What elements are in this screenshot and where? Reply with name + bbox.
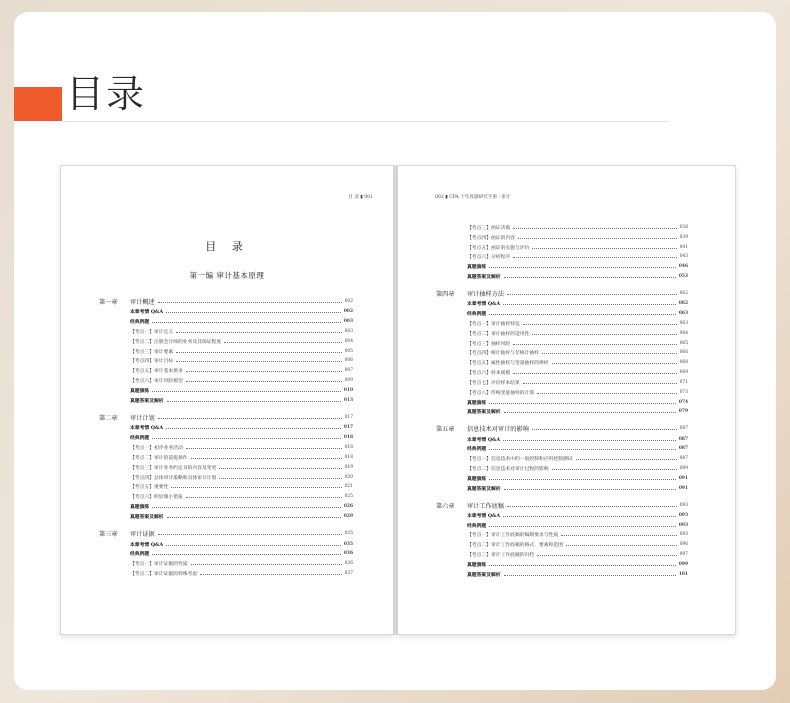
- leader-dots: [158, 418, 342, 419]
- toc-entry-label: 【考点一】审计证据的性质: [130, 562, 188, 568]
- toc-entry-label: 【考点五】函证的实施与评价: [467, 245, 530, 251]
- toc-page-number: 020: [344, 474, 353, 480]
- toc-page-number: 018: [343, 435, 353, 441]
- leader-dots: [513, 373, 676, 374]
- toc-page-number: 066: [679, 350, 688, 356]
- toc-page-number: 013: [343, 397, 353, 403]
- toc-page-number: 029: [343, 513, 353, 519]
- toc-entry[interactable]: [467, 272, 688, 281]
- leader-dots: [576, 459, 677, 460]
- toc-entry[interactable]: [130, 559, 353, 568]
- toc-page-number: 087: [678, 436, 688, 442]
- right-page: [397, 165, 736, 635]
- toc-entry-label: 审计概述: [130, 299, 155, 306]
- toc-entry-label: 审计计划: [130, 415, 155, 423]
- toc-chapter-entry[interactable]: [99, 529, 353, 538]
- chapter-number: 第五章: [436, 426, 455, 434]
- toc-entry[interactable]: [130, 569, 353, 578]
- toc-entry[interactable]: [467, 368, 688, 377]
- toc-entry[interactable]: [467, 319, 688, 328]
- toc-entry-label: 【考点四】总体审计策略和具体审计计划: [130, 475, 217, 481]
- toc-entry[interactable]: [467, 570, 688, 579]
- leader-dots: [542, 353, 677, 354]
- toc-entry[interactable]: [467, 550, 688, 559]
- toc-entry[interactable]: [467, 233, 688, 242]
- leader-dots: [523, 383, 677, 384]
- toc-page-number: 053: [678, 274, 688, 280]
- toc-entry[interactable]: [467, 407, 688, 416]
- toc-entry-label: 【考点二】审计工作底稿的格式、要素和范围: [467, 543, 563, 549]
- leader-dots: [158, 534, 342, 535]
- leader-dots: [507, 506, 676, 507]
- toc-entry-label: 真题演练: [130, 504, 150, 511]
- leader-dots: [489, 449, 676, 450]
- leader-dots: [176, 361, 341, 362]
- toc-entry[interactable]: [130, 327, 353, 336]
- toc-page-number: 036: [343, 551, 353, 557]
- toc-entry-label: 审计工作底稿: [467, 502, 505, 510]
- toc-entry[interactable]: [130, 307, 353, 316]
- toc-page-number: 089: [679, 466, 688, 472]
- toc-page-number: 003: [343, 319, 353, 325]
- leader-dots: [504, 489, 676, 490]
- toc-entry-label: 【考点一】信息技术中的一般控制和应用控制测试: [467, 457, 573, 463]
- leader-dots: [152, 322, 341, 323]
- toc-entry-label: 【考点二】信息技术对审计过程的影响: [467, 467, 549, 473]
- leader-dots: [537, 555, 676, 556]
- toc-entry-label: 真题演练: [467, 475, 487, 482]
- toc-entry-label: 【考点二】审计抽样的适用性: [467, 331, 530, 337]
- toc-page-number: 073: [679, 389, 688, 395]
- toc-entry[interactable]: [130, 549, 353, 558]
- toc-entry[interactable]: [130, 463, 353, 472]
- toc-entry[interactable]: [130, 317, 353, 326]
- toc-entry[interactable]: [467, 560, 688, 569]
- chapter-number: 第一章: [99, 299, 118, 306]
- toc-entry-label: 真题答案及解析: [467, 274, 501, 281]
- toc-entry-label: 真题答案及解析: [467, 571, 501, 578]
- toc-page-number: 064: [679, 330, 688, 336]
- toc-page-number: 010: [343, 387, 353, 393]
- toc-entry-label: 信息技术对审计的影响: [467, 426, 529, 434]
- toc-page-number: 093: [679, 502, 688, 508]
- toc-page-number: 074: [678, 399, 688, 405]
- toc-entry[interactable]: [467, 348, 688, 357]
- leader-dots: [513, 257, 676, 258]
- leader-dots: [513, 344, 676, 345]
- toc-entry[interactable]: [130, 337, 353, 346]
- leader-dots: [504, 575, 676, 576]
- leader-dots: [518, 238, 677, 239]
- toc-page-number: 087: [678, 446, 688, 452]
- leader-dots: [489, 526, 676, 527]
- toc-entry[interactable]: [467, 474, 688, 483]
- toc-entry-label: 【考点一】审计抽样特征: [467, 321, 520, 327]
- toc-page-number: 037: [344, 570, 353, 576]
- toc-entry[interactable]: [130, 386, 353, 395]
- toc-chapter-entry[interactable]: [436, 289, 688, 298]
- toc-page-number: 069: [679, 370, 688, 376]
- toc-entry-label: 本章考情 Q&A: [130, 309, 164, 316]
- toc-entry[interactable]: [467, 358, 688, 367]
- toc-page-number: 091: [678, 475, 688, 481]
- toc-entry-label: 【考点六】分析程序: [467, 255, 511, 261]
- toc-entry[interactable]: [467, 444, 688, 453]
- leader-dots: [200, 574, 341, 575]
- leader-dots: [191, 458, 342, 459]
- toc-page-number: 017: [344, 415, 353, 421]
- chapter-number: 第六章: [436, 502, 455, 510]
- toc-page-number: 097: [679, 552, 688, 558]
- heading-divider: [62, 121, 669, 122]
- left-page: [60, 165, 394, 635]
- toc-entry-label: 真题演练: [467, 561, 487, 568]
- toc-entry[interactable]: [467, 339, 688, 348]
- toc-page-number: 007: [344, 368, 353, 374]
- toc-page-number: 041: [679, 244, 688, 250]
- toc-page-number: 062: [678, 301, 688, 307]
- toc-entry[interactable]: [467, 252, 688, 261]
- toc-entry-label: 【考点二】审计证据的特殊考虑: [130, 571, 198, 577]
- leader-dots: [176, 332, 341, 333]
- toc-entry-label: 经典例题: [130, 435, 150, 442]
- toc-page-number: 093: [679, 532, 688, 538]
- chapter-number: 第四章: [436, 290, 455, 298]
- toc-page-number: 003: [344, 328, 353, 334]
- toc-entry-label: 【考点一】审计定义: [130, 329, 174, 335]
- toc-page-number: 026: [343, 504, 353, 510]
- toc-page-number: 018: [344, 454, 353, 460]
- toc-entry[interactable]: [467, 223, 688, 232]
- toc-chapter-entry[interactable]: [99, 297, 353, 306]
- toc-entry-label: 真题答案及解析: [130, 397, 164, 404]
- toc-entry-label: 【考点四】审计目标: [130, 359, 174, 365]
- toc-page-number: 087: [679, 426, 688, 432]
- toc-entry-label: 本章考情 Q&A: [130, 541, 164, 548]
- leader-dots: [503, 440, 676, 441]
- leader-dots: [166, 428, 341, 429]
- toc-entry[interactable]: [130, 433, 353, 442]
- toc-entry-label: 本章考情 Q&A: [467, 436, 501, 443]
- toc-page-number: 093: [678, 512, 688, 518]
- toc-entry[interactable]: [467, 329, 688, 338]
- toc-entry[interactable]: [467, 454, 688, 463]
- toc-page-number: 002: [344, 299, 353, 304]
- leader-dots: [507, 294, 676, 295]
- toc-entry[interactable]: [467, 262, 688, 271]
- toc-page-number: 025: [344, 494, 353, 500]
- toc-entry-label: 【考点五】审计基本要求: [130, 369, 183, 375]
- toc-entry-label: 真题演练: [130, 387, 150, 394]
- toc-entry-label: 真题演练: [467, 399, 487, 406]
- leader-dots: [186, 381, 342, 382]
- leader-dots: [504, 412, 676, 413]
- toc-entry[interactable]: [130, 396, 353, 405]
- toc-entry[interactable]: [467, 484, 688, 493]
- toc-entry[interactable]: [130, 473, 353, 482]
- leader-dots: [176, 352, 341, 353]
- toc-entry-label: 【考点三】审计工作底稿的归档: [467, 553, 535, 559]
- toc-entry[interactable]: [467, 309, 688, 318]
- toc-page-number: 002: [343, 309, 353, 315]
- leader-dots: [186, 497, 342, 498]
- leader-dots: [152, 391, 341, 392]
- toc-entry[interactable]: [467, 511, 688, 520]
- toc-entry[interactable]: [130, 512, 353, 521]
- leader-dots: [489, 565, 676, 566]
- chapter-number: 第三章: [99, 531, 118, 539]
- toc-entry-label: 审计证据: [130, 531, 155, 539]
- section-heading: 目录: [66, 72, 147, 116]
- toc-entry-label: 经典例题: [130, 551, 150, 558]
- toc-entry-label: 【考点六】明显微小错报: [130, 495, 183, 501]
- toc-page-number: 035: [344, 531, 353, 537]
- leader-dots: [152, 438, 341, 439]
- toc-entry-label: 真题答案及解析: [467, 409, 501, 416]
- leader-dots: [489, 314, 676, 315]
- leader-dots: [158, 302, 342, 303]
- toc-page-number: 018: [344, 445, 353, 451]
- left-running-head: 目 录 ▮ 001: [348, 195, 373, 200]
- toc-page-number: 009: [344, 378, 353, 384]
- leader-dots: [503, 516, 676, 517]
- leader-dots: [532, 248, 676, 249]
- toc-entry-label: 【考点二】审计的前提条件: [130, 455, 188, 461]
- leader-dots: [166, 545, 341, 546]
- toc-page-number: 091: [678, 485, 688, 491]
- leader-dots: [552, 469, 677, 470]
- toc-page-number: 005: [344, 348, 353, 354]
- leader-dots: [219, 468, 341, 469]
- toc-entry[interactable]: [467, 299, 688, 308]
- toc-entry-label: 【考点一】初步业务活动: [130, 446, 183, 452]
- toc-page-number: 071: [679, 379, 688, 385]
- book-spread: [60, 165, 736, 635]
- toc-entry-label: 真题答案及解析: [467, 485, 501, 492]
- toc-page-number: 006: [344, 358, 353, 364]
- toc-page-number: 038: [679, 225, 688, 230]
- toc-entry-label: 【考点五】重要性: [130, 485, 169, 491]
- toc-title: 目 录: [205, 240, 249, 253]
- leader-dots: [561, 535, 676, 536]
- toc-entry-label: 本章考情 Q&A: [130, 425, 164, 432]
- leader-dots: [552, 363, 677, 364]
- leader-dots: [503, 304, 676, 305]
- toc-entry[interactable]: [467, 530, 688, 539]
- toc-entry[interactable]: [467, 435, 688, 444]
- toc-entry-label: 经典例题: [467, 311, 487, 318]
- leader-dots: [523, 324, 677, 325]
- toc-entry-label: 【考点三】抽样风险: [467, 341, 511, 347]
- toc-page-number: 063: [678, 311, 688, 317]
- toc-entry-label: 【考点六】样本规模: [467, 371, 511, 377]
- toc-entry[interactable]: [130, 356, 353, 365]
- leader-dots: [166, 312, 341, 313]
- toc-entry[interactable]: [467, 521, 688, 530]
- toc-page-number: 065: [679, 340, 688, 346]
- toc-entry[interactable]: [130, 482, 353, 491]
- toc-entry[interactable]: [467, 540, 688, 549]
- toc-entry-label: 【考点三】函证决策: [467, 226, 511, 231]
- toc-page-number: 043: [679, 254, 688, 260]
- toc-entry[interactable]: [467, 398, 688, 407]
- toc-page-number: 101: [678, 571, 688, 577]
- toc-entry-label: 经典例题: [130, 319, 150, 326]
- leader-dots: [537, 393, 676, 394]
- leader-dots: [532, 429, 677, 430]
- toc-page-number: 021: [344, 484, 353, 490]
- leader-dots: [171, 487, 341, 488]
- part-title: 第一编 审计基本原理: [189, 271, 265, 280]
- toc-entry-label: 【考点七】评价样本结果: [467, 380, 520, 386]
- toc-chapter-entry[interactable]: [99, 413, 353, 422]
- leader-dots: [219, 478, 341, 479]
- leader-dots: [167, 401, 341, 402]
- toc-entry-label: 真题答案及解析: [130, 513, 164, 520]
- toc-entry-label: 本章考情 Q&A: [467, 512, 501, 519]
- toc-chapter-entry[interactable]: [436, 424, 688, 433]
- toc-entry[interactable]: [467, 464, 688, 473]
- toc-entry[interactable]: [467, 243, 688, 252]
- toc-entry[interactable]: [130, 366, 353, 375]
- leader-dots: [489, 267, 676, 268]
- toc-entry[interactable]: [467, 388, 688, 397]
- toc-page-number: 096: [679, 542, 688, 548]
- leader-dots: [224, 342, 341, 343]
- toc-page-number: 062: [679, 290, 688, 296]
- toc-entry[interactable]: [130, 376, 353, 385]
- toc-page-number: 004: [344, 338, 353, 344]
- toc-entry-label: 【考点三】审计要素: [130, 349, 174, 355]
- toc-entry-label: 经典例题: [467, 446, 487, 453]
- leader-dots: [152, 554, 341, 555]
- toc-entry[interactable]: [130, 502, 353, 511]
- leader-dots: [186, 448, 342, 449]
- toc-page-number: 046: [678, 264, 688, 270]
- leader-dots: [504, 277, 676, 278]
- leader-dots: [489, 403, 676, 404]
- toc-entry-label: 【考点五】属性抽样与变量抽样的辨析: [467, 361, 549, 367]
- toc-page-number: 087: [679, 456, 688, 462]
- heading-accent-bar: [14, 87, 62, 121]
- toc-page-number: 079: [678, 409, 688, 415]
- leader-dots: [532, 334, 676, 335]
- toc-entry[interactable]: [130, 443, 353, 452]
- toc-page-number: 036: [344, 561, 353, 567]
- leader-dots: [152, 507, 341, 508]
- toc-entry-label: 【考点四】函证的内容: [467, 235, 515, 241]
- toc-entry[interactable]: [467, 378, 688, 387]
- toc-page-number: 019: [344, 464, 353, 470]
- leader-dots: [167, 517, 341, 518]
- toc-entry[interactable]: [130, 453, 353, 462]
- toc-page-number: 099: [678, 561, 688, 567]
- right-running-head: 002 ▮ CPA 十年真题研究手册 · 审计: [435, 195, 511, 200]
- toc-page-number: 093: [678, 522, 688, 528]
- toc-entry[interactable]: [130, 492, 353, 501]
- leader-dots: [513, 228, 676, 229]
- leader-dots: [191, 564, 342, 565]
- toc-entry-label: 【考点二】注册会计师的业务及其保证程度: [130, 339, 222, 345]
- toc-entry-label: 审计抽样方法: [467, 290, 505, 298]
- toc-entry-label: 【考点一】审计工作底稿的编制要求与性质: [467, 533, 559, 539]
- toc-entry-label: 【考点三】审计业务约定书的内容及变更: [130, 465, 217, 471]
- chapter-number: 第二章: [99, 415, 118, 423]
- toc-entry[interactable]: [130, 423, 353, 432]
- toc-page-number: 063: [679, 320, 688, 326]
- toc-page-number: 035: [343, 541, 353, 547]
- toc-entry-label: 经典例题: [467, 522, 487, 529]
- toc-chapter-entry[interactable]: [436, 501, 688, 510]
- toc-page-number: 039: [679, 234, 688, 240]
- toc-page-number: 068: [679, 360, 688, 366]
- toc-entry-label: 【考点六】审计风险模型: [130, 379, 183, 385]
- toc-entry-label: 真题演练: [467, 264, 487, 271]
- toc-entry-label: 【考点四】统计抽样与非统计抽样: [467, 351, 539, 357]
- leader-dots: [566, 545, 677, 546]
- toc-entry[interactable]: [130, 347, 353, 356]
- toc-entry[interactable]: [130, 540, 353, 549]
- toc-entry-label: 【考点八】传统变量抽样的计算: [467, 390, 535, 396]
- leader-dots: [186, 371, 342, 372]
- toc-entry-label: 本章考情 Q&A: [467, 301, 501, 308]
- toc-page-number: 017: [343, 425, 353, 431]
- leader-dots: [489, 479, 676, 480]
